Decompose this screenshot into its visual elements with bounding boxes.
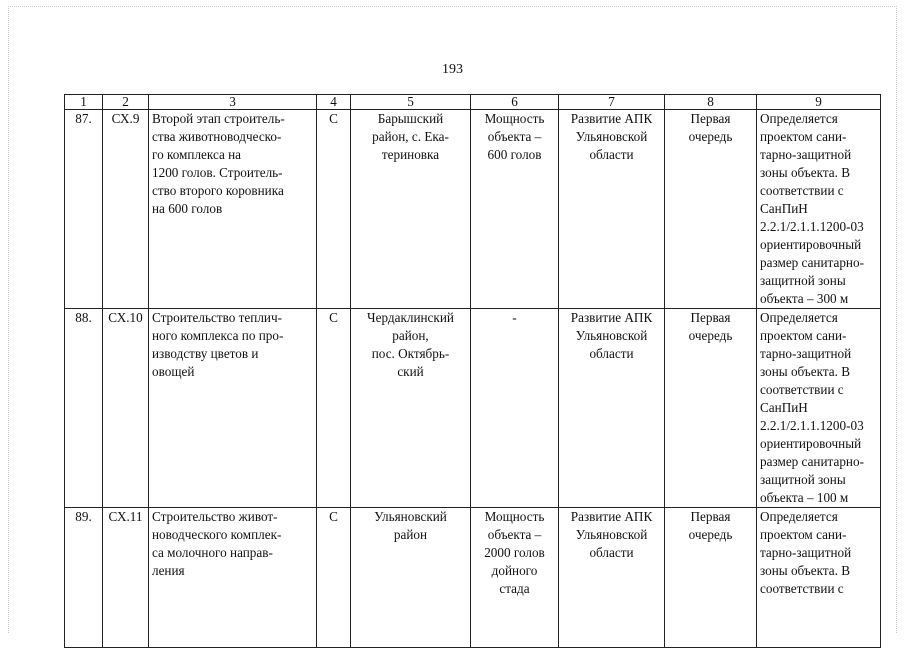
object-purpose: Развитие АПК Ульяновской области: [559, 110, 665, 309]
page-number: 193: [442, 62, 463, 77]
object-stage: Первая очередь: [665, 110, 757, 309]
object-note: Определяется проектом сани- тарно-защитной зоны объекта. В соответствии с: [757, 508, 881, 648]
object-stage: Первая очередь: [665, 309, 757, 508]
header-col-4: 4: [317, 95, 351, 110]
header-col-5: 5: [351, 95, 471, 110]
object-location: Ульяновский район: [351, 508, 471, 648]
object-code: СХ.10: [103, 309, 149, 508]
object-name: Строительство теплич- ного комплекса по про- изводству цветов и овощей: [149, 309, 317, 508]
object-code: СХ.11: [103, 508, 149, 648]
row-number: 88.: [65, 309, 103, 508]
header-col-3: 3: [149, 95, 317, 110]
header-col-9: 9: [757, 95, 881, 110]
object-purpose: Развитие АПК Ульяновской области: [559, 508, 665, 648]
object-status: С: [317, 508, 351, 648]
table-row: [65, 508, 881, 648]
object-code: СХ.9: [103, 110, 149, 309]
object-name: Второй этап строитель- ства животноводческо- го комплекса на 1200 голов. Строитель- ство второго коровника на 600 голов: [149, 110, 317, 309]
header-col-1: 1: [65, 95, 103, 110]
object-purpose: Развитие АПК Ульяновской области: [559, 309, 665, 508]
object-name: Строительство живот- новодческого комплек- са молочного направ- ления: [149, 508, 317, 648]
header-col-6: 6: [471, 95, 559, 110]
object-capacity: Мощность объекта – 2000 голов дойного стада: [471, 508, 559, 648]
header-col-7: 7: [559, 95, 665, 110]
object-capacity: -: [471, 309, 559, 508]
object-note: Определяется проектом сани- тарно-защитной зоны объекта. В соответствии с СанПиН 2.2.1/2.1.1.1200-03 ориентировочный размер санитарно- защитной зоны объекта – 100 м: [757, 309, 881, 508]
table-row: [65, 110, 881, 309]
table-row: [65, 309, 881, 508]
document-table: [64, 94, 881, 648]
header-row: [65, 95, 881, 110]
object-capacity: Мощность объекта – 600 голов: [471, 110, 559, 309]
object-location: Барышский район, с. Ека- териновка: [351, 110, 471, 309]
row-number: 89.: [65, 508, 103, 648]
header-col-8: 8: [665, 95, 757, 110]
object-stage: Первая очередь: [665, 508, 757, 648]
object-location: Чердаклинский район, пос. Октябрь- ский: [351, 309, 471, 508]
object-status: С: [317, 110, 351, 309]
object-status: С: [317, 309, 351, 508]
object-note: Определяется проектом сани- тарно-защитной зоны объекта. В соответствии с СанПиН 2.2.1/2.1.1.1200-03 ориентировочный размер санитарно- защитной зоны объекта – 300 м: [757, 110, 881, 309]
row-number: 87.: [65, 110, 103, 309]
header-col-2: 2: [103, 95, 149, 110]
